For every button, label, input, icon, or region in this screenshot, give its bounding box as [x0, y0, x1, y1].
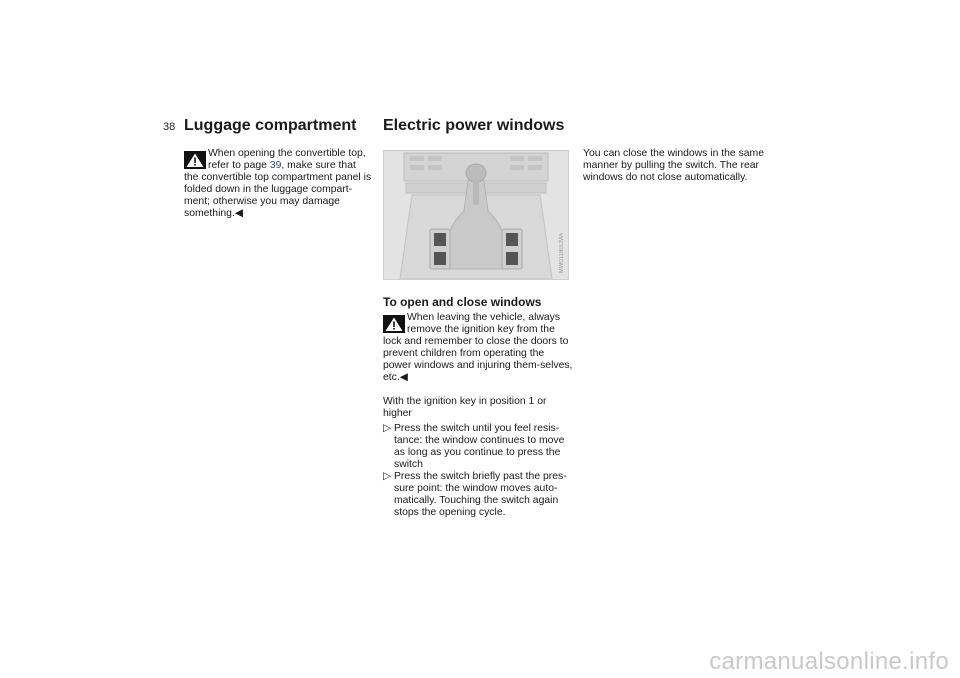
- subheading-open-close: To open and close windows: [383, 295, 542, 309]
- bullet-arrow-icon: ▷: [383, 422, 391, 434]
- warning-icon: [383, 315, 405, 338]
- warning-text: lock and remember to close the doors to prevent children from operating the power windows and injuring them-selves, etc.◀: [383, 336, 573, 384]
- page-number: 38: [163, 121, 176, 133]
- warning-text: the convertible top compartment panel is folded down in the luggage compart-ment; otherwise you may damage something.◀: [184, 172, 372, 220]
- warning-block-windows: [383, 312, 575, 520]
- warning-line-1: When opening the convertible top,: [208, 148, 366, 159]
- section-heading-luggage: Luggage compartment: [184, 117, 357, 134]
- end-mark: ◀: [399, 372, 408, 384]
- watermark-logo: carmanualsonline.info: [709, 648, 949, 675]
- warning-icon: [184, 151, 206, 174]
- list-item: ▷ Press the switch until you feel resis-tance: the window continues to move as long as you continue to press the switch: [383, 422, 565, 471]
- warning-line-2: remove the ignition key from the: [407, 324, 555, 336]
- gear-shift-illustration: [384, 151, 568, 279]
- warning-block-luggage: [184, 148, 374, 221]
- list-item: ▷ Press the switch briefly past the pres-sure point: the window moves auto-matically. Touching the switch again stops the opening cycle.: [383, 471, 567, 519]
- warning-line-2: refer to page 39, make sure that: [208, 160, 356, 172]
- section-heading-windows: Electric power windows: [383, 117, 565, 134]
- intro-text: With the ignition key in position 1 or higher: [383, 395, 547, 419]
- image-reference-code: MW01180CMA: [559, 232, 565, 273]
- page-link-39[interactable]: 39: [269, 160, 282, 172]
- bullet-arrow-icon: ▷: [383, 471, 391, 483]
- right-column-text: You can close the windows in the same manner by pulling the switch. The rear windows do not close automatically.: [583, 148, 764, 184]
- warning-line-1: When leaving the vehicle, always: [407, 312, 561, 323]
- end-mark: ◀: [234, 208, 243, 220]
- gear-console-image: [383, 150, 569, 280]
